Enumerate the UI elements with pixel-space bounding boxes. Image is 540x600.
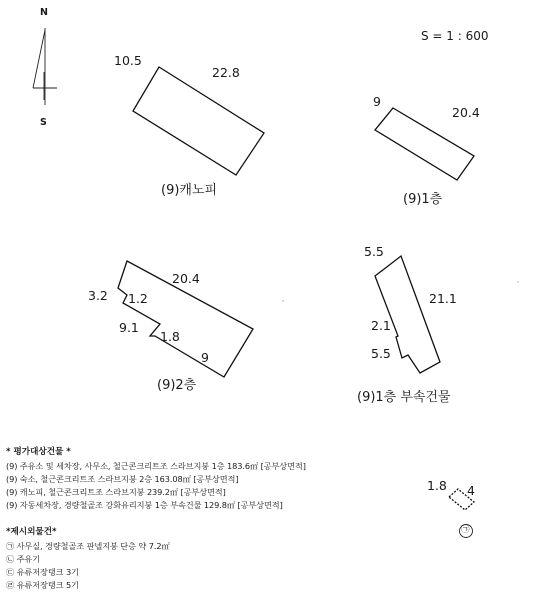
small-item-marker: ㉠ [461, 525, 470, 535]
canopy-dim-length: 22.8 [212, 65, 240, 80]
scale-label: S = 1 : 600 [421, 29, 489, 43]
north-arrow-icon [33, 28, 57, 105]
excluded-title: *제시외물건* [6, 527, 57, 537]
annex-dim-length: 21.1 [429, 291, 457, 306]
annex-dim-bottom: 5.5 [371, 346, 391, 361]
excluded-item: ㉢ 유류저장탱크 3기 [6, 567, 79, 577]
compass-north: N [40, 7, 48, 18]
legend-item: (9) 자동세차장, 경량철골조 강화유리지붕 1층 부속건물 129.8㎡ [공부상면적] [6, 500, 283, 510]
annex-dim-step: 2.1 [371, 318, 391, 333]
excluded-item: ㉠ 사무실, 경량철골조 판넬지붕 단층 약 7.2㎡ [6, 541, 170, 551]
legend-item: (9) 숙소, 철근콘크리트조 스라브지붕 2층 163.08㎡ [공부상면적] [6, 474, 239, 484]
annex-dim-top: 5.5 [364, 244, 384, 259]
second-floor-dim-step-b: 1.2 [128, 291, 148, 306]
compass-south: S [40, 117, 47, 128]
first-floor-dim-length: 20.4 [452, 105, 480, 120]
excluded-item: ㉣ 유류저장탱크 5기 [6, 580, 79, 590]
first-floor-dim-width: 9 [373, 94, 381, 109]
speck [517, 281, 519, 283]
second-floor-dim-top: 20.4 [172, 271, 200, 286]
legend-title: * 평가대상건물 * [6, 447, 71, 457]
small-item-dim-b: 4 [467, 483, 475, 498]
second-floor-caption: (9)2층 [157, 378, 197, 393]
second-floor-dim-step-a: 3.2 [88, 288, 108, 303]
speck [282, 300, 284, 302]
legend-item: (9) 캐노피, 철근콘크리트조 스라브지붕 239.2㎡ [공부상면적] [6, 487, 226, 497]
canopy-dim-width: 10.5 [114, 53, 142, 68]
small-item-dim-a: 1.8 [427, 478, 447, 493]
second-floor-dim-step-c: 1.8 [160, 329, 180, 344]
second-floor-dim-side: 9.1 [119, 320, 139, 335]
legend-item: (9) 주유소 및 세차장, 사무소, 철근콘크리트조 스라브지붕 1층 183.6㎡ [공부상면적] [6, 461, 306, 471]
annex-caption: (9)1층 부속건물 [357, 390, 451, 405]
excluded-item: ㉡ 주유기 [6, 554, 41, 564]
canopy-caption: (9)캐노피 [161, 183, 218, 198]
first-floor-caption: (9)1층 [403, 192, 443, 207]
canopy-outline [133, 67, 264, 175]
second-floor-dim-end: 9 [201, 350, 209, 365]
